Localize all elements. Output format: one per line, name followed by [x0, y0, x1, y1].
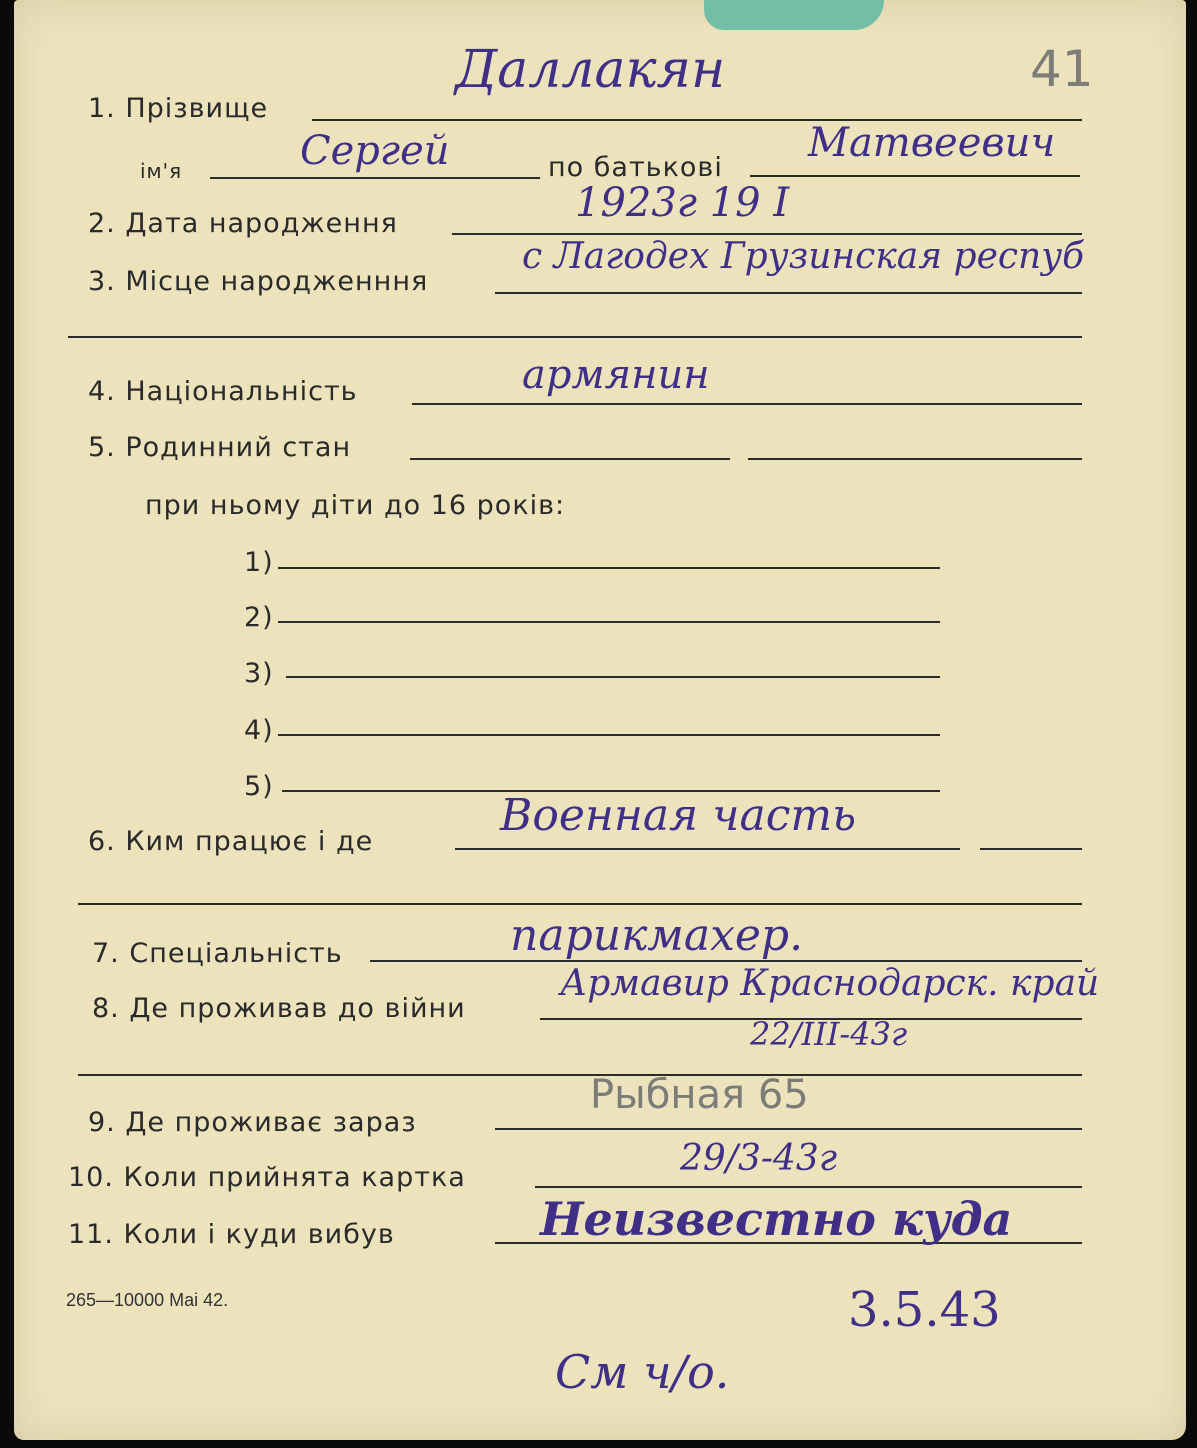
- card-date-line: [535, 1186, 1082, 1188]
- specialty-entry: парикмахер.: [510, 910, 804, 961]
- child-5-label: 5): [244, 771, 274, 802]
- field-patronymic-label: по батькові: [548, 152, 723, 183]
- field-name-label: ім'я: [140, 159, 183, 183]
- child-2-label: 2): [244, 602, 274, 633]
- note-date-entry: 22/III-43г: [750, 1015, 908, 1053]
- ink-stain: [704, 0, 884, 30]
- departed-entry: Неизвестно куда: [540, 1192, 1013, 1246]
- birth-date-entry: 1923г 19 I: [575, 180, 790, 226]
- birth-place-line: [495, 292, 1082, 294]
- name-line: [210, 177, 540, 179]
- print-code: 265—10000 Mai 42.: [66, 1290, 229, 1310]
- child-2-line: [278, 621, 940, 623]
- child-4-line: [278, 734, 940, 736]
- field-birth-place-label: 3. Місце народженння: [88, 266, 429, 297]
- birth-place-entry: с Лагодех Грузинская респуб: [522, 236, 1085, 277]
- child-4-label: 4): [244, 715, 274, 746]
- nationality-entry: армянин: [522, 352, 710, 398]
- work-entry: Военная часть: [500, 790, 857, 841]
- signature: См ч/о.: [555, 1345, 730, 1399]
- field-work-label: 6. Ким працює і де: [88, 826, 374, 857]
- patronymic-entry: Матвеевич: [808, 120, 1056, 166]
- field-specialty-label: 7. Спеціальність: [92, 938, 343, 969]
- stamp-date: 3.5.43: [848, 1282, 1001, 1338]
- marital-line-b: [748, 458, 1082, 460]
- prewar-extra-line: [78, 1074, 1082, 1076]
- child-3-label: 3): [244, 658, 274, 689]
- field-surname-label: 1. Прізвище: [88, 93, 269, 124]
- child-3-line: [286, 676, 940, 678]
- card-number: 41: [1030, 40, 1094, 98]
- marital-line-a: [410, 458, 730, 460]
- surname-entry: Даллакян: [455, 40, 726, 100]
- work-extra-line: [78, 903, 1082, 905]
- child-1-line: [278, 567, 940, 569]
- field-prewar-label: 8. Де проживав до війни: [92, 993, 466, 1024]
- work-line-b: [980, 848, 1082, 850]
- field-card-date-label: 10. Коли прийнята картка: [68, 1162, 466, 1193]
- current-address-line: [495, 1128, 1082, 1130]
- child-1-label: 1): [244, 547, 274, 578]
- birth-place-extra-line: [68, 336, 1082, 338]
- card-date-entry: 29/3-43г: [680, 1138, 838, 1179]
- nationality-line: [412, 403, 1082, 405]
- birth-date-line: [452, 233, 1082, 235]
- work-line-a: [455, 848, 960, 850]
- current-address-entry: Рыбная 65: [590, 1072, 809, 1118]
- field-marital-label: 5. Родинний стан: [88, 432, 352, 463]
- field-current-address-label: 9. Де проживає зараз: [88, 1107, 417, 1138]
- field-birth-date-label: 2. Дата народження: [88, 208, 398, 239]
- children-label: при ньому діти до 16 років:: [145, 490, 566, 521]
- patronymic-line: [750, 175, 1080, 177]
- prewar-entry: Армавир Краснодарск. край: [560, 963, 1100, 1004]
- name-entry: Сергей: [300, 128, 450, 174]
- field-departed-label: 11. Коли і куди вибув: [68, 1219, 395, 1250]
- field-nationality-label: 4. Національність: [88, 376, 358, 407]
